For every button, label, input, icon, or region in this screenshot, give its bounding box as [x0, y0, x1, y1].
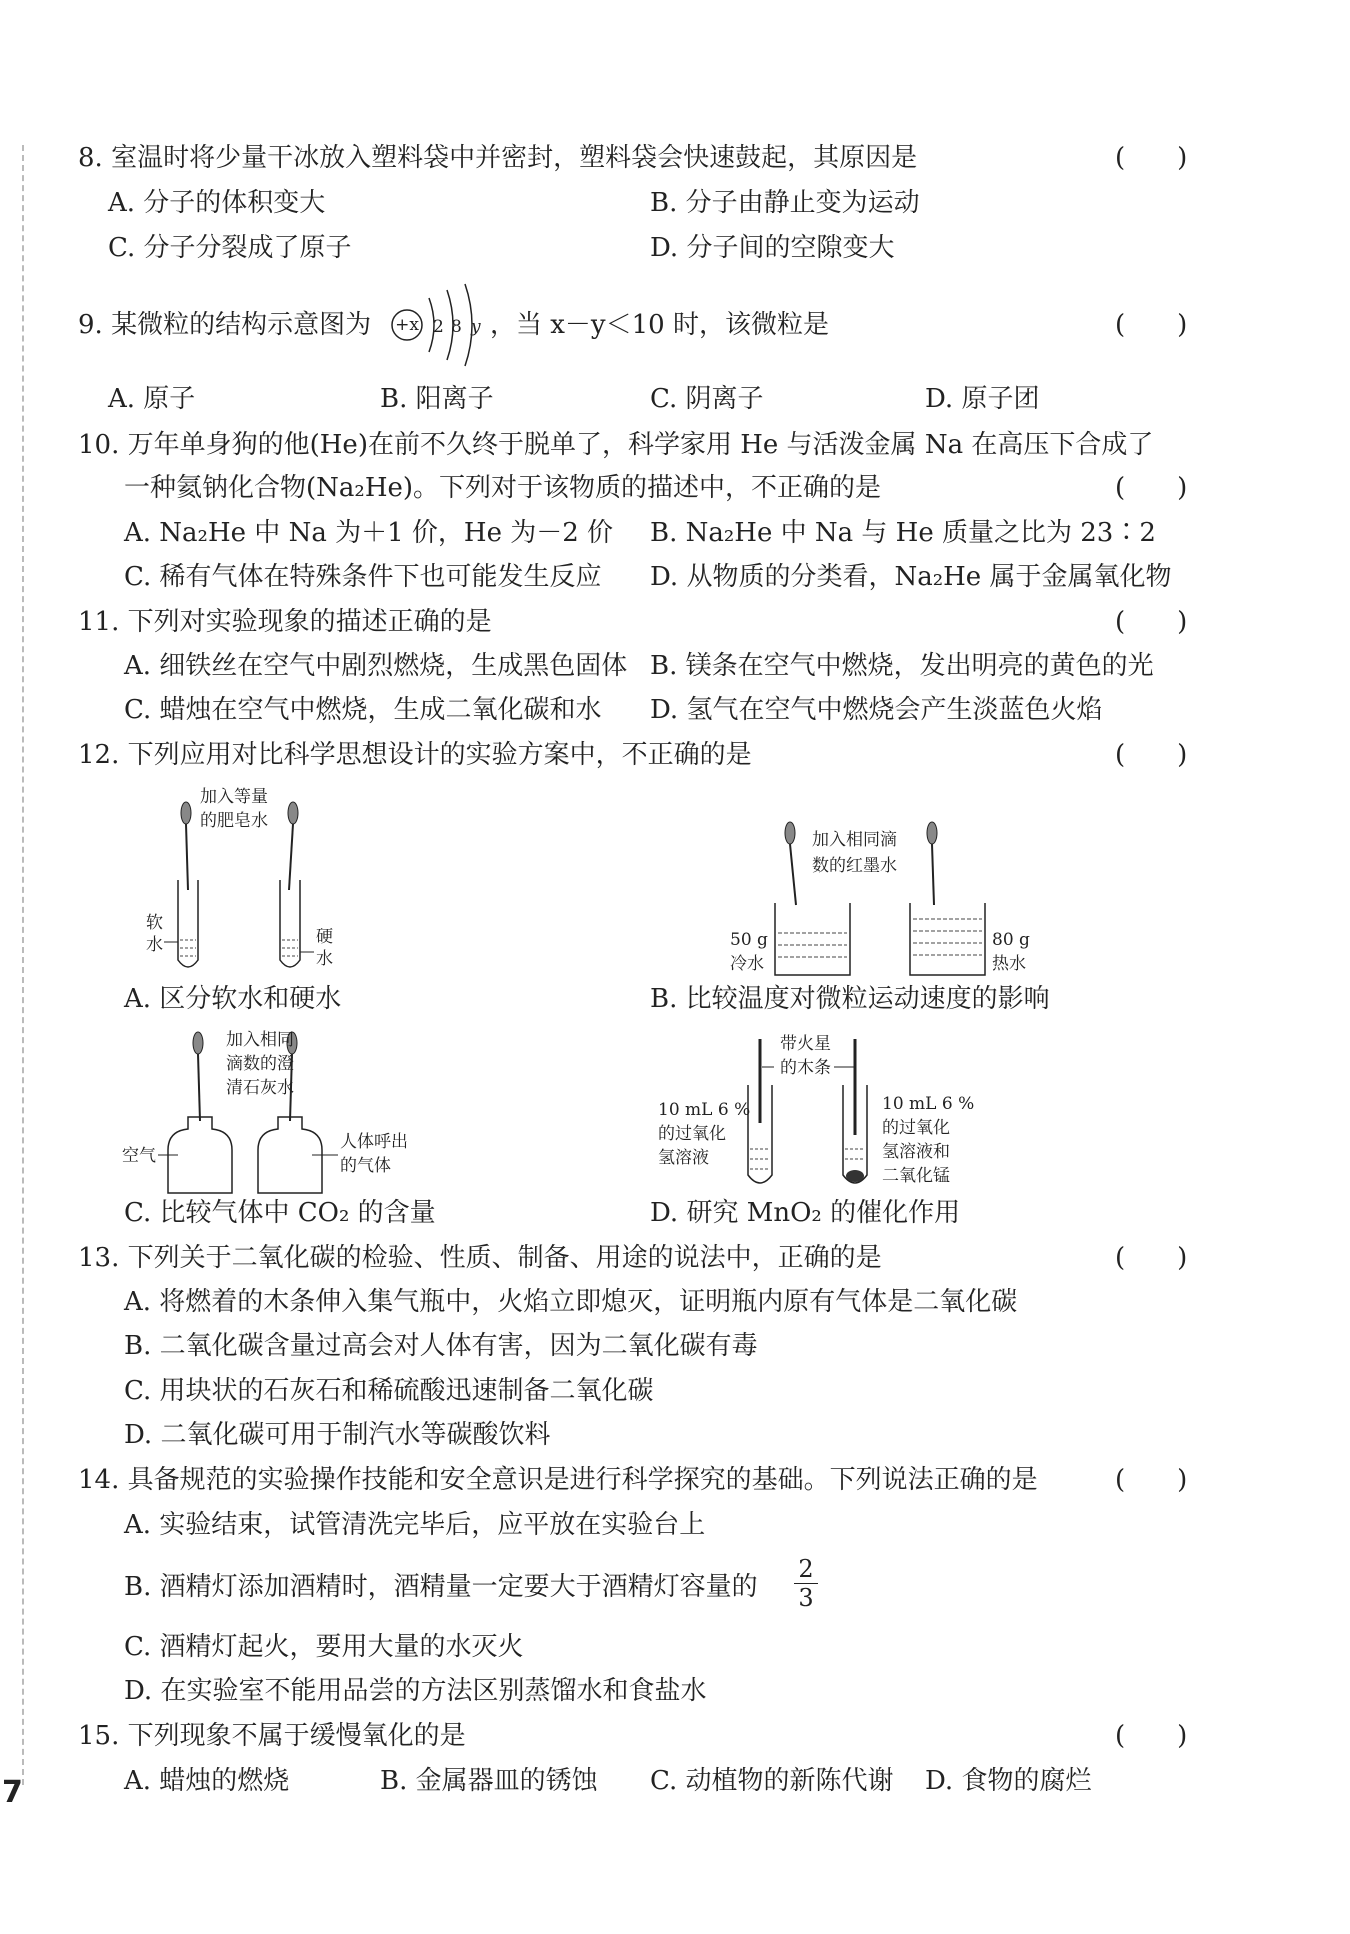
binding-line	[22, 145, 24, 1785]
q8-option-c: C. 分子分裂成了原子	[108, 233, 352, 263]
q15-option-d: D. 食物的腐烂	[925, 1766, 1092, 1796]
fig-c-label-left: 空气	[122, 1146, 156, 1166]
fig-d-label-left2: 的过氧化	[658, 1124, 726, 1144]
q13-answer-paren: ( )	[1115, 1243, 1188, 1273]
figure-d-mno2-catalysis	[650, 1025, 1000, 1200]
shell-1-label: 2	[433, 317, 444, 337]
q12-answer-paren: ( )	[1115, 740, 1188, 770]
q15-option-a: A. 蜡烛的燃烧	[124, 1766, 290, 1796]
q12-option-d: D. 研究 MnO₂ 的催化作用	[650, 1198, 961, 1228]
q11-option-b: B. 镁条在空气中燃烧，发出明亮的黄色的光	[650, 651, 1154, 681]
fraction-numerator: 2	[798, 1555, 814, 1583]
figure-c-limewater-co2	[120, 1025, 480, 1200]
q12-stem: 12. 下列应用对比科学思想设计的实验方案中，不正确的是	[78, 740, 752, 770]
q12-option-c: C. 比较气体中 CO₂ 的含量	[124, 1198, 436, 1228]
fig-b-label-top1: 加入相同滴	[812, 830, 897, 850]
q8-option-d: D. 分子间的空隙变大	[650, 233, 895, 263]
q11-option-a: A. 细铁丝在空气中剧烈燃烧，生成黑色固体	[124, 651, 628, 681]
q13-stem: 13. 下列关于二氧化碳的检验、性质、制备、用途的说法中，正确的是	[78, 1243, 882, 1273]
fig-c-label-top1: 加入相同	[226, 1030, 294, 1050]
atom-structure-diagram	[385, 280, 490, 370]
q8-option-a: A. 分子的体积变大	[108, 188, 326, 218]
fig-a-label-right1: 硬	[316, 927, 333, 947]
q9-answer-paren: ( )	[1115, 310, 1188, 340]
fig-d-label-left3: 氢溶液	[658, 1148, 709, 1168]
q11-option-d: D. 氢气在空气中燃烧会产生淡蓝色火焰	[650, 695, 1103, 725]
q10-answer-paren: ( )	[1115, 473, 1188, 503]
q8-answer-paren: ( )	[1115, 143, 1188, 173]
fig-a-label-right2: 水	[316, 949, 333, 969]
fig-b-label-left2: 冷水	[730, 954, 764, 974]
fig-d-label-top2: 的木条	[780, 1058, 831, 1078]
q13-option-c: C. 用块状的石灰石和稀硫酸迅速制备二氧化碳	[124, 1376, 654, 1406]
q8-option-b: B. 分子由静止变为运动	[650, 188, 920, 218]
q9-option-a: A. 原子	[108, 384, 196, 414]
fig-d-label-right2: 的过氧化	[882, 1118, 950, 1138]
page-number: 7	[2, 1775, 23, 1810]
q15-stem: 15. 下列现象不属于缓慢氧化的是	[78, 1721, 466, 1751]
fig-c-label-right2: 的气体	[340, 1156, 391, 1176]
figure-a-soap-water-test	[130, 780, 360, 980]
q14-option-d: D. 在实验室不能用品尝的方法区别蒸馏水和食盐水	[124, 1676, 707, 1706]
fig-b-label-right2: 热水	[992, 954, 1026, 974]
fraction-denominator: 3	[794, 1583, 818, 1612]
q9-stem-post: ，当 x－y＜10 时，该微粒是	[490, 310, 829, 340]
fig-d-label-top1: 带火星	[780, 1034, 831, 1054]
fig-d-label-right3: 氢溶液和	[882, 1142, 950, 1162]
q15-option-b: B. 金属器皿的锈蚀	[380, 1766, 598, 1796]
q15-option-c: C. 动植物的新陈代谢	[650, 1766, 894, 1796]
q14-option-b: B. 酒精灯添加酒精时，酒精量一定要大于酒精灯容量的	[124, 1572, 758, 1602]
q14-answer-paren: ( )	[1115, 1465, 1188, 1495]
q14-stem: 14. 具备规范的实验操作技能和安全意识是进行科学探究的基础。下列说法正确的是	[78, 1465, 1038, 1495]
q12-option-a: A. 区分软水和硬水	[124, 984, 342, 1014]
fig-d-label-left1: 10 mL 6 %	[658, 1100, 751, 1120]
fig-b-label-top2: 数的红墨水	[812, 856, 897, 876]
figure-b-red-ink-diffusion	[720, 815, 1040, 985]
fig-d-label-right4: 二氧化锰	[882, 1166, 950, 1186]
fig-b-label-left1: 50 g	[730, 930, 768, 950]
q10-stem-line2: 一种氦钠化合物(Na₂He)。下列对于该物质的描述中，不正确的是	[124, 473, 882, 503]
fig-c-label-top2: 滴数的澄	[226, 1054, 294, 1074]
fig-a-label-top1: 加入等量	[200, 787, 268, 807]
fig-b-label-right1: 80 g	[992, 930, 1030, 950]
q11-option-c: C. 蜡烛在空气中燃烧，生成二氧化碳和水	[124, 695, 602, 725]
fraction-two-thirds	[794, 1555, 818, 1612]
q9-option-d: D. 原子团	[925, 384, 1040, 414]
q9-option-b: B. 阳离子	[380, 384, 494, 414]
q13-option-d: D. 二氧化碳可用于制汽水等碳酸饮料	[124, 1420, 551, 1450]
q15-answer-paren: ( )	[1115, 1721, 1188, 1751]
fig-c-label-top3: 清石灰水	[226, 1078, 294, 1098]
q12-option-b: B. 比较温度对微粒运动速度的影响	[650, 984, 1050, 1014]
shell-3-label: y	[471, 317, 481, 337]
q10-option-b: B. Na₂He 中 Na 与 He 质量之比为 23∶2	[650, 518, 1156, 548]
q10-option-c: C. 稀有气体在特殊条件下也可能发生反应	[124, 562, 602, 592]
q10-option-a: A. Na₂He 中 Na 为＋1 价，He 为－2 价	[124, 518, 614, 548]
q8-stem: 8. 室温时将少量干冰放入塑料袋中并密封，塑料袋会快速鼓起，其原因是	[78, 143, 918, 173]
fig-a-label-top2: 的肥皂水	[200, 811, 268, 831]
shell-2-label: 8	[451, 317, 462, 337]
q10-option-d: D. 从物质的分类看，Na₂He 属于金属氧化物	[650, 562, 1172, 592]
q9-option-c: C. 阴离子	[650, 384, 764, 414]
q9-stem-pre: 9. 某微粒的结构示意图为	[78, 310, 372, 340]
q10-stem-line1: 10. 万年单身狗的他(He)在前不久终于脱单了，科学家用 He 与活泼金属 Na 在高压下合成了	[78, 430, 1154, 460]
q13-option-b: B. 二氧化碳含量过高会对人体有害，因为二氧化碳有毒	[124, 1331, 758, 1361]
fig-d-label-right1: 10 mL 6 %	[882, 1094, 975, 1114]
q13-option-a: A. 将燃着的木条伸入集气瓶中，火焰立即熄灭，证明瓶内原有气体是二氧化碳	[124, 1287, 1018, 1317]
q11-stem: 11. 下列对实验现象的描述正确的是	[78, 607, 492, 637]
fig-a-label-left2: 水	[146, 935, 163, 955]
fig-a-label-left1: 软	[146, 913, 163, 933]
q11-answer-paren: ( )	[1115, 607, 1188, 637]
q14-option-c: C. 酒精灯起火，要用大量的水灭火	[124, 1632, 524, 1662]
nucleus-label: +x	[395, 315, 419, 335]
q14-option-a: A. 实验结束，试管清洗完毕后，应平放在实验台上	[124, 1510, 706, 1540]
fig-c-label-right1: 人体呼出	[340, 1132, 408, 1152]
